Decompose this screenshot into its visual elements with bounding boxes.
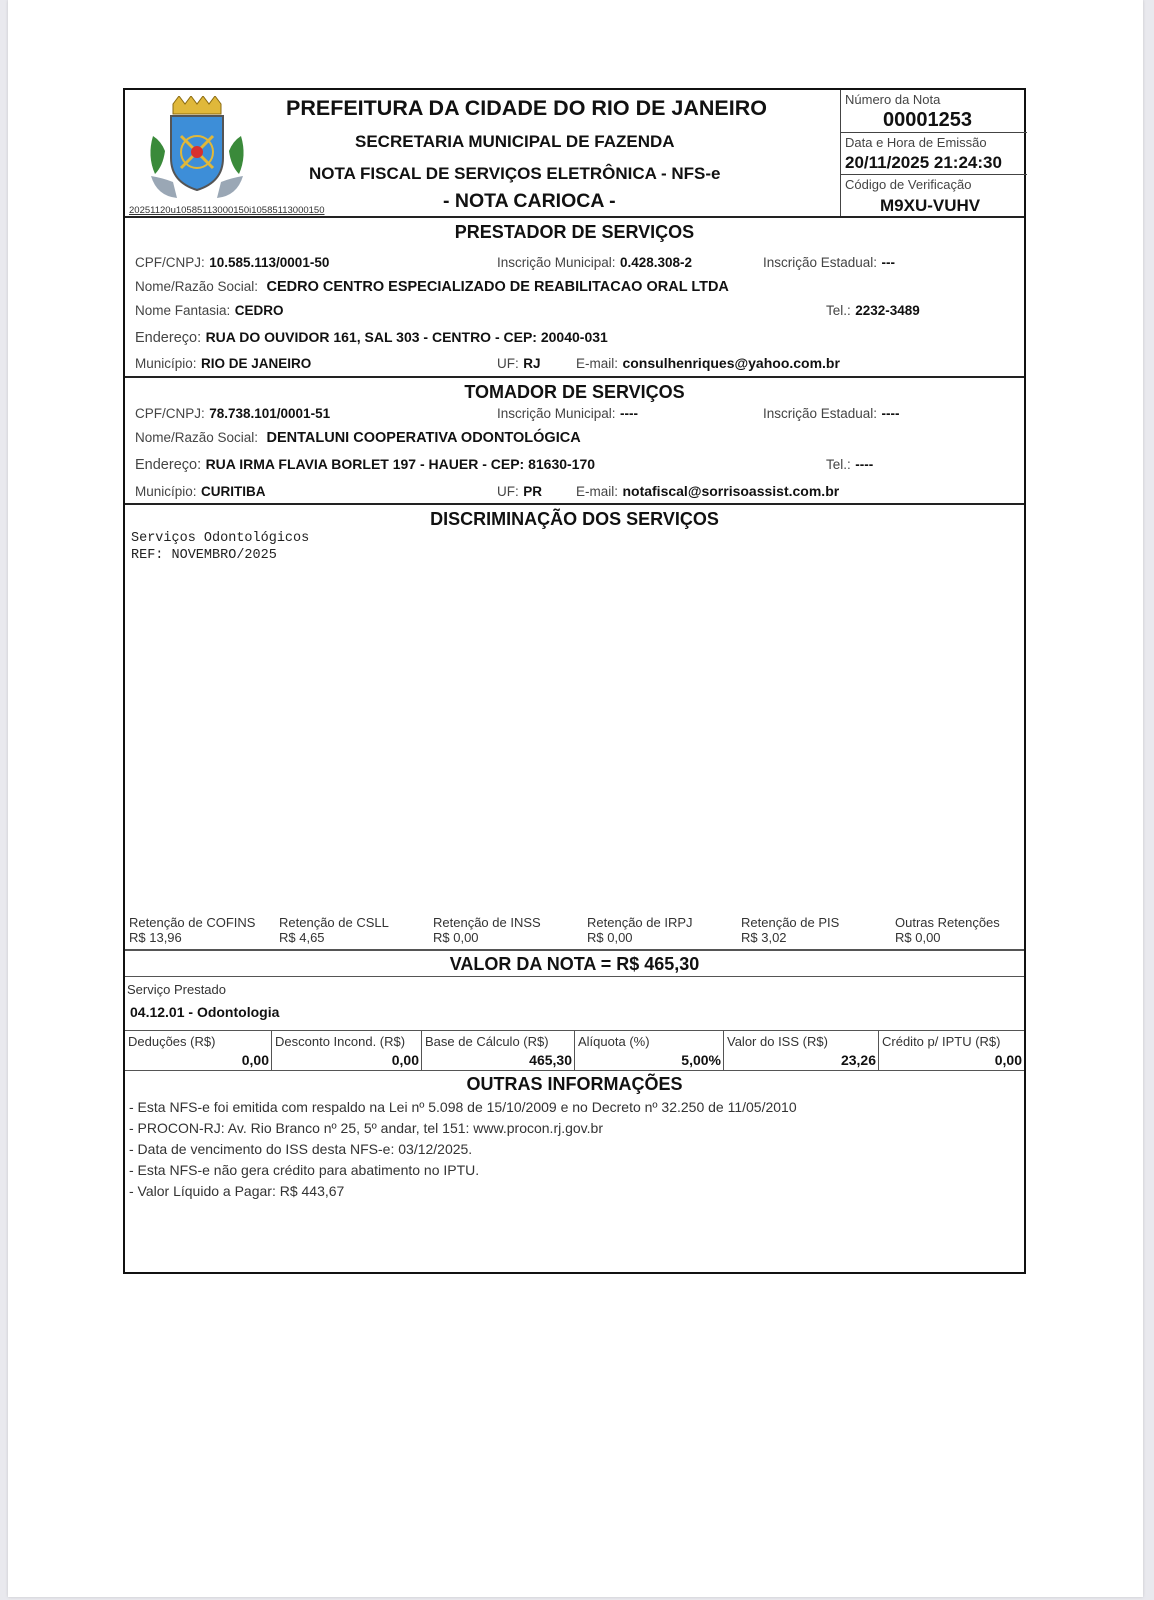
prestador-email-label: E-mail: <box>576 356 619 371</box>
impostos-table <box>125 1030 1024 1070</box>
outras-line: - Esta NFS-e foi emitida com respaldo na Lei nº 5.098 de 15/10/2009 e no Decreto nº 32.250 de 11/05/2010 <box>129 1099 797 1115</box>
prestador-cnpj-row <box>135 254 329 272</box>
prestador-email-row <box>576 355 840 373</box>
tomador-razao: DENTALUNI COOPERATIVA ODONTOLÓGICA <box>266 430 581 446</box>
imposto-label: Crédito p/ IPTU (R$) <box>882 1034 1001 1049</box>
prestador-endereco: RUA DO OUVIDOR 161, SAL 303 - CENTRO - CEP: 20040-031 <box>205 329 608 345</box>
prestador-endereco-row <box>135 329 608 347</box>
prestador-municipio: RIO DE JANEIRO <box>200 356 312 371</box>
imposto-value: 0,00 <box>241 1052 269 1068</box>
tomador-email: notafiscal@sorrisoassist.com.br <box>622 483 840 499</box>
prestador-cnpj-label: CPF/CNPJ: <box>135 255 205 270</box>
retencao-pis <box>741 915 839 945</box>
imposto-label: Valor do ISS (R$) <box>727 1034 828 1049</box>
imposto-cell-base <box>422 1030 575 1070</box>
prestador-im-label: Inscrição Municipal: <box>497 255 616 270</box>
tomador-cnpj-row <box>135 405 330 423</box>
tomador-ie: ---- <box>881 406 900 421</box>
imposto-label: Deduções (R$) <box>128 1034 216 1049</box>
prestador-uf-label: UF: <box>497 356 519 371</box>
imposto-cell-iss <box>724 1030 879 1070</box>
imposto-value: 465,30 <box>529 1052 572 1068</box>
tomador-im-label: Inscrição Municipal: <box>497 406 616 421</box>
tomador-endereco-label: Endereço: <box>135 457 202 473</box>
retencao-value: R$ 4,65 <box>279 930 325 945</box>
imposto-value: 0,00 <box>994 1052 1022 1068</box>
tomador-tel-row <box>826 456 873 474</box>
imposto-cell-deducoes <box>125 1030 272 1070</box>
servico-label: Serviço Prestado <box>127 982 226 997</box>
rio-de-janeiro-coat-of-arms-icon <box>143 96 251 204</box>
tomador-ie-row <box>763 405 900 423</box>
prestador-title: PRESTADOR DE SERVIÇOS <box>454 222 695 242</box>
retencao-cofins <box>129 915 255 945</box>
verificacao-value: M9XU-VUHV <box>880 196 981 215</box>
prestador-email: consulhenriques@yahoo.com.br <box>622 355 840 371</box>
retencao-outras <box>895 915 1000 945</box>
retencao-label: Retenção de COFINS <box>129 915 256 930</box>
header-subtitle: - NOTA CARIOCA - <box>443 190 616 212</box>
prestador-endereco-label: Endereço: <box>135 330 202 346</box>
imposto-value: 23,26 <box>840 1052 876 1068</box>
tomador-title: TOMADOR DE SERVIÇOS <box>464 382 685 402</box>
emissao-label: Data e Hora de Emissão <box>845 135 987 150</box>
retencao-label: Retenção de IRPJ <box>587 915 693 930</box>
prestador-ie-row <box>763 254 895 272</box>
tomador-endereco: RUA IRMA FLAVIA BORLET 197 - HAUER - CEP: 81630-170 <box>205 456 596 472</box>
imposto-cell-desconto <box>272 1030 422 1070</box>
retencao-label: Retenção de CSLL <box>279 915 389 930</box>
prestador-cnpj: 10.585.113/0001-50 <box>209 255 330 270</box>
outras-line: - Data de vencimento do ISS desta NFS-e: 03/12/2025. <box>129 1141 473 1157</box>
outras-line: - Esta NFS-e não gera crédito para abatimento no IPTU. <box>129 1162 480 1178</box>
tomador-endereco-row <box>135 456 595 474</box>
emissao-value: 20/11/2025 21:24:30 <box>845 153 1002 172</box>
imposto-cell-iptu <box>879 1030 1024 1070</box>
header-title: PREFEITURA DA CIDADE DO RIO DE JANEIRO <box>286 96 767 120</box>
nfse-document <box>123 88 1026 1274</box>
prestador-razao-row <box>135 278 729 296</box>
tomador-ie-label: Inscrição Estadual: <box>763 406 878 421</box>
prestador-municipio-label: Município: <box>135 356 197 371</box>
header-secretaria: SECRETARIA MUNICIPAL DE FAZENDA <box>355 132 675 151</box>
outras-title: OUTRAS INFORMAÇÕES <box>466 1074 683 1094</box>
retencao-value: R$ 0,00 <box>587 930 633 945</box>
tomador-email-row <box>576 483 839 501</box>
header-doc-type: NOTA FISCAL DE SERVIÇOS ELETRÔNICA - NFS-e <box>309 164 721 183</box>
tomador-uf-row <box>497 483 542 501</box>
tomador-municipio-row <box>135 483 265 501</box>
prestador-municipio-row <box>135 355 311 373</box>
retencao-inss <box>433 915 541 945</box>
outras-line: - PROCON-RJ: Av. Rio Branco nº 25, 5º andar, tel 151: www.procon.rj.gov.br <box>129 1120 603 1136</box>
retencao-csll <box>279 915 389 945</box>
imposto-value: 0,00 <box>391 1052 419 1068</box>
document-page <box>8 0 1143 1597</box>
nota-info-box <box>840 90 1027 217</box>
discriminacao-line: Serviços Odontológicos <box>131 531 310 546</box>
prestador-fantasia: CEDRO <box>234 303 284 318</box>
prestador-fantasia-label: Nome Fantasia: <box>135 303 231 318</box>
prestador-im: 0.428.308-2 <box>620 255 693 270</box>
tomador-uf: PR <box>523 484 542 499</box>
tomador-im: ---- <box>620 406 638 421</box>
prestador-ie: --- <box>881 255 896 270</box>
prestador-im-row <box>497 254 692 272</box>
prestador-razao: CEDRO CENTRO ESPECIALIZADO DE REABILITACAO ORAL LTDA <box>266 279 729 295</box>
retencao-label: Outras Retenções <box>895 915 1000 930</box>
tomador-municipio: CURITIBA <box>200 484 266 499</box>
tomador-razao-label: Nome/Razão Social: <box>135 430 259 445</box>
tomador-uf-label: UF: <box>497 484 519 499</box>
imposto-label: Alíquota (%) <box>578 1034 650 1049</box>
prestador-uf-row <box>497 355 540 373</box>
verificacao-label: Código de Verificação <box>845 177 972 192</box>
prestador-uf: RJ <box>523 356 541 371</box>
barcode-text: 20251120u10585113000150i10585113000150 <box>129 205 325 216</box>
discriminacao-title: DISCRIMINAÇÃO DOS SERVIÇOS <box>430 509 719 529</box>
tomador-tel: ---- <box>855 457 874 472</box>
retencao-value: R$ 3,02 <box>741 930 787 945</box>
prestador-tel-label: Tel.: <box>826 303 851 318</box>
tomador-cnpj: 78.738.101/0001-51 <box>209 406 331 421</box>
tomador-municipio-label: Município: <box>135 484 197 499</box>
numero-label: Número da Nota <box>845 92 941 107</box>
prestador-fantasia-row <box>135 302 284 320</box>
imposto-label: Base de Cálculo (R$) <box>425 1034 549 1049</box>
numero-value: 00001253 <box>883 109 972 131</box>
retencao-irpj <box>587 915 693 945</box>
prestador-razao-label: Nome/Razão Social: <box>135 279 259 294</box>
retencao-value: R$ 0,00 <box>895 930 941 945</box>
retencao-label: Retenção de INSS <box>433 915 541 930</box>
imposto-cell-aliquota <box>575 1030 724 1070</box>
valor-nota: VALOR DA NOTA = R$ 465,30 <box>449 954 700 974</box>
imposto-label: Desconto Incond. (R$) <box>275 1034 406 1049</box>
retencao-value: R$ 13,96 <box>129 930 182 945</box>
tomador-email-label: E-mail: <box>576 484 619 499</box>
tomador-tel-label: Tel.: <box>826 457 851 472</box>
tomador-cnpj-label: CPF/CNPJ: <box>135 406 205 421</box>
servico-value: 04.12.01 - Odontologia <box>130 1004 280 1020</box>
prestador-tel: 2232-3489 <box>855 303 920 318</box>
prestador-tel-row <box>826 302 920 320</box>
retencao-label: Retenção de PIS <box>741 915 840 930</box>
retencao-value: R$ 0,00 <box>433 930 479 945</box>
coat-of-arms-logo <box>143 96 251 204</box>
tomador-im-row <box>497 405 638 423</box>
tomador-razao-row <box>135 429 581 447</box>
prestador-ie-label: Inscrição Estadual: <box>763 255 878 270</box>
discriminacao-line: REF: NOVEMBRO/2025 <box>131 548 277 563</box>
imposto-value: 5,00% <box>681 1052 721 1068</box>
outras-line: - Valor Líquido a Pagar: R$ 443,67 <box>129 1183 345 1199</box>
